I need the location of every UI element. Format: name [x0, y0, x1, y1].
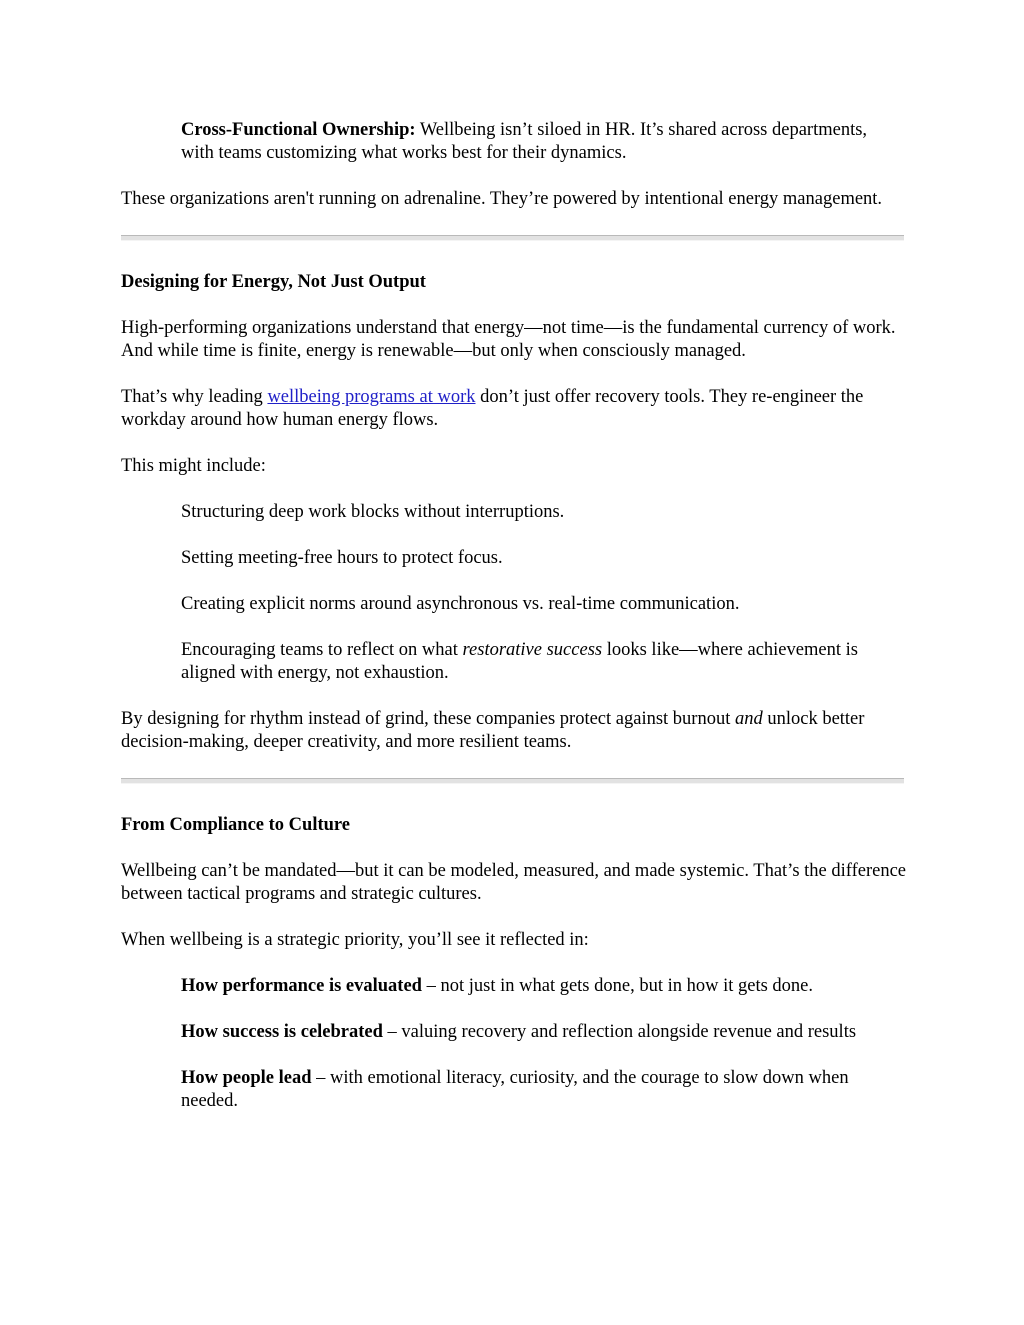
list-item [121, 1021, 911, 1044]
wellbeing-programs-link[interactable]: wellbeing programs at work [267, 387, 476, 407]
list-item-cross-functional [121, 119, 911, 165]
list-item: Creating explicit norms around asynchronous vs. real-time communication. [181, 594, 740, 614]
emphasis-text: restorative success [462, 640, 603, 660]
paragraph: High-performing organizations understand that energy—not time—is the fundamental currency of work. And while time is finite, energy is renewable—but only when consciously managed. [121, 318, 896, 361]
section-heading-energy: Designing for Energy, Not Just Output [121, 272, 426, 292]
text-segment: looks like—where achievement is aligned with energy, not exhaustion. [181, 640, 858, 683]
list-item [121, 975, 911, 998]
item-lead: Cross-Functional Ownership: [181, 120, 416, 140]
section-heading-culture: From Compliance to Culture [121, 815, 351, 835]
paragraph-with-link [121, 386, 911, 432]
item-text: Wellbeing isn’t siloed in HR. It’s shared across departments, with teams customizing what works best for their dynamics. [181, 120, 868, 163]
document-page [121, 119, 911, 1136]
item-text: – valuing recovery and reflection alongside revenue and results [382, 1022, 857, 1042]
paragraph: This might include: [121, 456, 266, 476]
text-segment: That’s why leading [121, 387, 268, 407]
item-text: – not just in what gets done, but in how it gets done. [421, 976, 814, 996]
text-segment: Encouraging teams to reflect on what [181, 640, 463, 660]
paragraph: When wellbeing is a strategic priority, you’ll see it reflected in: [121, 930, 589, 950]
item-lead: How people lead [181, 1068, 312, 1088]
list-item: Structuring deep work blocks without interruptions. [181, 502, 565, 522]
item-lead: How performance is evaluated [181, 976, 422, 996]
list-item [121, 639, 911, 685]
text-segment: By designing for rhythm instead of grind, these companies protect against burnout [121, 709, 735, 729]
intro-closing-paragraph: These organizations aren't running on adrenaline. They’re powered by intentional energy management. [121, 189, 883, 209]
text-segment: don’t just offer recovery tools. They re-engineer the workday around how human energy flows. [121, 387, 864, 430]
item-lead: How success is celebrated [181, 1022, 383, 1042]
paragraph [121, 708, 911, 754]
text-segment: unlock better decision-making, deeper creativity, and more resilient teams. [121, 709, 865, 752]
item-text: – with emotional literacy, curiosity, and the courage to slow down when needed. [181, 1068, 849, 1111]
list-item [121, 1067, 911, 1113]
emphasis-text: and [734, 709, 763, 729]
paragraph: Wellbeing can’t be mandated—but it can be modeled, measured, and made systemic. That’s the difference between tactical programs and strategic cultures. [121, 861, 907, 904]
list-item: Setting meeting-free hours to protect focus. [181, 548, 503, 568]
